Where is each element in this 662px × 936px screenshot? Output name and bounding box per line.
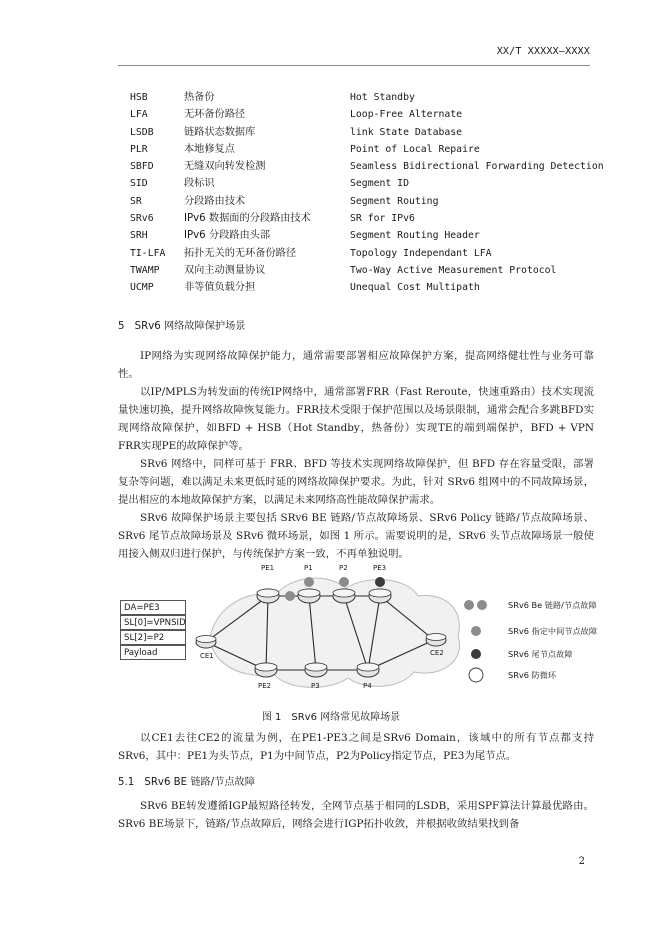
abbr-key: HSB xyxy=(130,92,148,103)
srh-header-sl2: SL[2]=P2 xyxy=(120,630,186,645)
abbr-key: TI-LFA xyxy=(130,247,166,259)
srh-header-sl0: SL[0]=VPNSID xyxy=(120,615,186,630)
paragraph: IP网络为实现网络故障保护能力，通常需要部署相应故障保护方案，提高网络健壮性与业务可靠性。 xyxy=(118,350,594,380)
abbr-chinese: 非等值负载分担 xyxy=(184,282,256,294)
abbr-key: SRv6 xyxy=(130,213,154,225)
abbr-key: SRH xyxy=(130,230,148,242)
node-fault-badge-p1 xyxy=(304,577,314,587)
legend-icon-tail-fault xyxy=(471,649,481,659)
abbr-key: SBFD xyxy=(130,161,154,173)
abbr-english: Seamless Bidirectional Forwarding Detection xyxy=(350,161,604,173)
router-p4 xyxy=(357,663,379,677)
abbr-english: Unequal Cost Multipath xyxy=(350,282,480,294)
page-number: 2 xyxy=(578,856,585,867)
abbr-english: SR for IPv6 xyxy=(350,213,415,225)
router-pe1 xyxy=(257,589,279,603)
legend-tail-fault: SRv6 尾节点故障 xyxy=(508,649,573,659)
abbr-key: TWAMP xyxy=(130,264,160,276)
router-p1 xyxy=(298,589,320,603)
abbr-chinese: 分段路由技术 xyxy=(184,195,246,207)
label-pe2: PE2 xyxy=(258,682,272,690)
abbr-english: Segment Routing xyxy=(350,195,439,207)
srh-header-da: DA=PE3 xyxy=(120,600,186,615)
router-ce1 xyxy=(196,636,216,649)
abbr-english: link State Database xyxy=(350,126,463,138)
abbr-chinese: 热备份 xyxy=(184,92,215,103)
legend-icon-be-fault-2 xyxy=(477,600,487,610)
label-ce1: CE1 xyxy=(200,652,214,660)
abbr-chinese: 无缝双向转发检测 xyxy=(184,161,266,173)
abbr-english: Topology Independant LFA xyxy=(350,247,492,259)
label-p4: P4 xyxy=(363,682,372,690)
abbr-key: PLR xyxy=(130,143,148,155)
header-divider xyxy=(118,65,590,66)
router-pe3 xyxy=(369,589,391,603)
router-p2 xyxy=(333,589,355,603)
abbr-chinese: IPv6 分段路由头部 xyxy=(184,230,271,242)
abbr-english: Two-Way Active Measurement Protocol xyxy=(350,264,557,276)
srh-header-payload: Payload xyxy=(120,645,186,660)
abbr-key: SID xyxy=(130,178,148,190)
section-5-heading: 5 SRv6 网络故障保护场景 xyxy=(118,321,246,332)
legend-be-fault: SRv6 Be 链路/节点故障 xyxy=(508,600,597,610)
legend-icon-be-fault xyxy=(464,600,474,610)
label-pe1: PE1 xyxy=(261,564,275,572)
router-p3 xyxy=(305,663,327,677)
abbr-key: LFA xyxy=(130,109,148,121)
node-fault-badge-p2 xyxy=(339,577,349,587)
figure-caption: 图 1 SRv6 网络常见故障场景 xyxy=(261,712,401,723)
abbr-chinese: 本地修复点 xyxy=(184,143,235,155)
legend-icon-midpoint-fault xyxy=(471,626,481,636)
label-pe3: PE3 xyxy=(373,564,387,572)
abbr-key: SR xyxy=(130,195,142,207)
link-fault-marker xyxy=(285,591,295,601)
label-p3: P3 xyxy=(311,682,320,690)
paragraph: 以IP/MPLS为转发面的传统IP网络中，通常部署FRR（Fast Reroute，快速重路由）技术实现流量快速切换，提升网络故障恢复能力。FRR技术受限于保护范围以及场景限制，通常会配合多跳BFD实现网络故障保护，如BFD + HSB（Hot Standby，热备份）实现TE的端到端保护，BFD + VPN FRR实现PE的故障保护等。 xyxy=(118,386,594,452)
label-p1: P1 xyxy=(304,564,313,572)
abbr-chinese: IPv6 数据面的分段路由技术 xyxy=(184,213,311,225)
paragraph: SRv6 BE转发遵循IGP最短路径转发，全网节点基于相同的LSDB，采用SPF算法计算最优路由。SRv6 BE场景下，链路/节点故障后，网络会进行IGP拓扑收敛，并根据收敛结果找到备 xyxy=(118,800,594,830)
abbr-chinese: 无环备份路径 xyxy=(184,109,246,121)
router-pe2 xyxy=(255,663,277,677)
abbr-chinese: 双向主动测量协议 xyxy=(184,264,266,276)
legend-midpoint-fault: SRv6 指定中间节点故障 xyxy=(508,626,598,636)
abbr-english: Point of Local Repaire xyxy=(350,143,480,155)
abbr-chinese: 段标识 xyxy=(184,178,215,190)
legend-icon-microloop xyxy=(469,668,483,682)
abbr-english: Segment Routing Header xyxy=(350,230,480,242)
abbr-chinese: 链路状态数据库 xyxy=(184,126,256,138)
abbr-chinese: 拓扑无关的无环备份路径 xyxy=(184,247,297,259)
router-ce2 xyxy=(426,634,446,647)
document-id-header: XX/T XXXXX—XXXX xyxy=(496,46,590,57)
figure-srv6-fault-scenarios xyxy=(118,560,598,700)
section-5-1-heading: 5.1 SRv6 BE 链路/节点故障 xyxy=(118,777,255,788)
node-fault-badge-pe3 xyxy=(375,577,385,587)
abbr-english: Segment ID xyxy=(350,178,409,190)
legend-microloop: SRv6 防微环 xyxy=(508,670,557,680)
paragraph: SRv6 网络中，同样可基于 FRR、BFD 等技术实现网络故障保护，但 BFD 存在容量受限，部署复杂等问题，难以满足未来更低时延的网络故障保护要求。为此，针对 SRv6 组网中的不同故障场景，提出相应的本地故障保护方案，以满足未来网络高性能故障保护需求。 xyxy=(118,458,594,506)
abbr-english: Hot Standby xyxy=(350,92,415,103)
label-p2: P2 xyxy=(339,564,348,572)
paragraph: SRv6 故障保护场景主要包括 SRv6 BE 链路/节点故障场景、SRv6 Policy 链路/节点故障场景、SRv6 尾节点故障场景及 SRv6 微环场景，如图 1 所示。需要说明的是，SRv6 头节点故障场景一般使用接入侧双归进行保护，与传统保护方案一致，不再单独说明。 xyxy=(118,512,594,560)
paragraph: 以CE1去往CE2的流量为例，在PE1-PE3之间是SRv6 Domain，该域中的所有节点都支持SRv6，其中：PE1为头节点，P1为中间节点，P2为Policy指定节点，PE3为尾节点。 xyxy=(118,732,594,762)
abbr-english: Loop-Free Alternate xyxy=(350,109,463,121)
abbr-key: UCMP xyxy=(130,282,154,294)
abbr-key: LSDB xyxy=(130,126,154,138)
label-ce2: CE2 xyxy=(430,649,444,657)
